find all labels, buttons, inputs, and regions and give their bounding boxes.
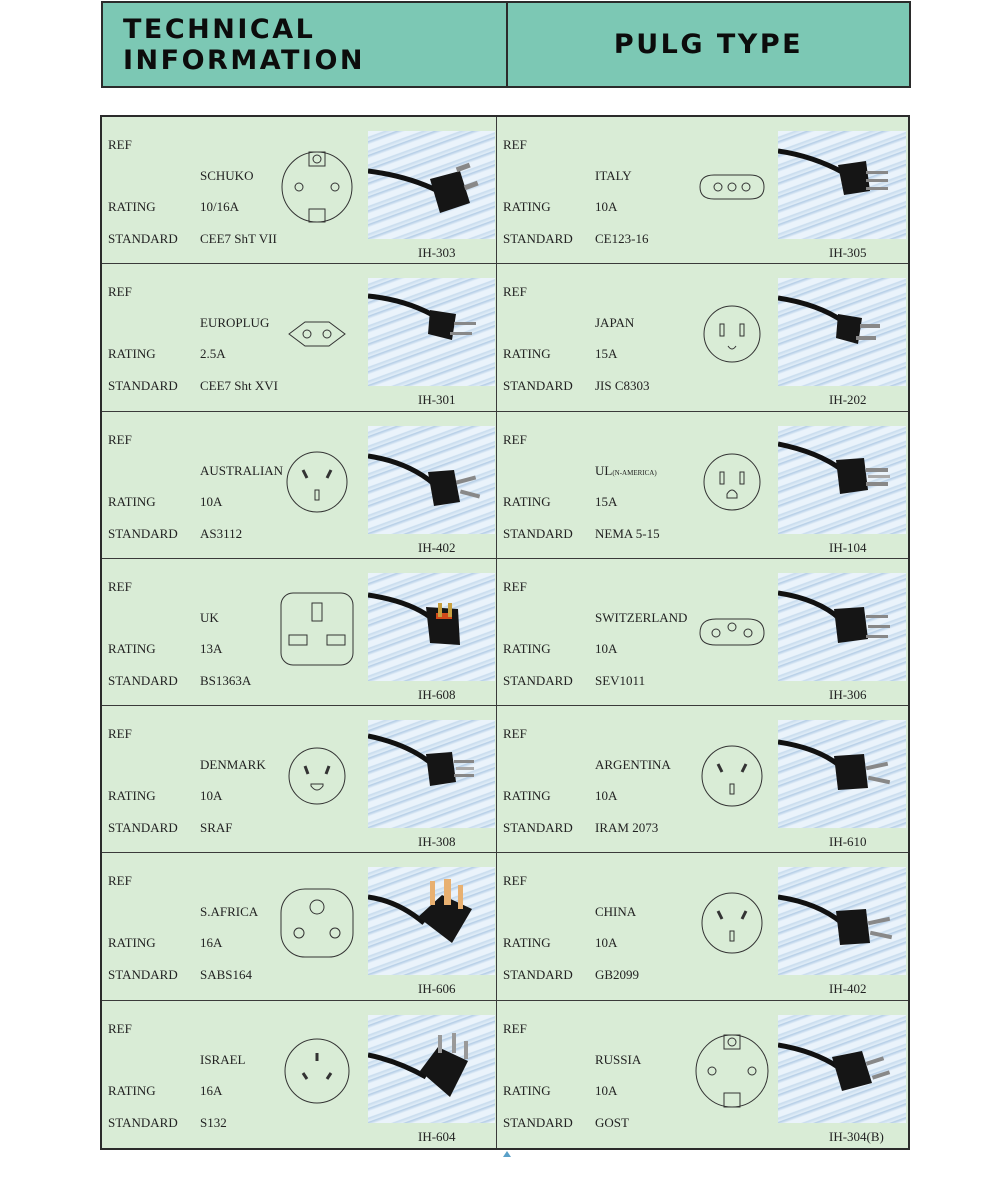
plug-name: ITALY (595, 168, 632, 183)
plug-cell-italy (497, 117, 908, 264)
rating-label: RATING (503, 935, 551, 951)
standard-label: STANDARD (503, 378, 573, 394)
plug-rating: 10A (200, 788, 223, 804)
europlug-plug-image (368, 278, 495, 386)
plug-name: UK (200, 609, 219, 625)
ref-label: REF (108, 578, 132, 594)
japan-socket-icon (692, 294, 772, 374)
plug-code: IH-306 (829, 686, 867, 702)
plug-standard: CEE7 Sht XVI (200, 378, 278, 394)
standard-label: STANDARD (503, 231, 573, 246)
israel-plug-image (368, 1015, 495, 1123)
ref-label: REF (108, 431, 132, 447)
standard-label: STANDARD (108, 231, 178, 246)
swiss-socket-icon (692, 589, 772, 669)
plug-code: IH-308 (418, 834, 456, 850)
standard-label: STANDARD (503, 1114, 573, 1130)
plug-rating: 10A (200, 493, 223, 509)
plug-rating: 10A (595, 199, 618, 214)
schuko-plug-image (368, 131, 495, 239)
plug-cell-ul (497, 412, 908, 559)
swiss-plug-image (778, 573, 906, 681)
china-socket-icon (692, 883, 772, 963)
ref-label: REF (108, 1020, 132, 1036)
ref-label: REF (108, 726, 132, 742)
plug-code: IH-606 (418, 981, 456, 997)
plug-cell-schuko (102, 117, 497, 264)
plug-name (595, 463, 657, 479)
plug-rating: 10A (595, 640, 618, 656)
plug-standard: BS1363A (200, 672, 252, 688)
plug-standard: GOST (595, 1114, 629, 1130)
plug-name: DENMARK (200, 757, 266, 773)
standard-label: STANDARD (108, 525, 178, 541)
rating-label: RATING (108, 1082, 156, 1098)
rating-label: RATING (503, 788, 551, 804)
technical-information-title: TECHNICAL INFORMATION (103, 3, 508, 86)
rating-label: RATING (108, 493, 156, 509)
plug-cell-uk (102, 559, 497, 706)
plug-type-title: PULG TYPE (613, 29, 804, 60)
plug-rating: 15A (595, 493, 618, 509)
plug-standard: CE123-16 (595, 231, 649, 246)
plug-rating: 10A (595, 1082, 618, 1098)
plug-cell-argentina (497, 706, 908, 853)
page-marker (503, 1151, 511, 1157)
denmark-socket-icon (277, 736, 357, 816)
ref-label: REF (108, 137, 132, 152)
ref-label: REF (503, 726, 527, 742)
rating-label: RATING (503, 640, 551, 656)
plug-cell-denmark (102, 706, 497, 853)
plug-rating: 16A (200, 935, 223, 951)
plug-rating: 13A (200, 640, 223, 656)
plug-cell-safrica (102, 853, 497, 1000)
plug-name: CHINA (595, 904, 637, 920)
plug-name: JAPAN (595, 315, 635, 331)
russia-socket-icon (692, 1031, 772, 1111)
plug-standard: SABS164 (200, 967, 253, 983)
plug-name-sub: (N-AMERICA) (612, 468, 657, 477)
plug-rating: 10/16A (200, 199, 239, 214)
standard-label: STANDARD (503, 967, 573, 983)
italy-plug-image (778, 131, 906, 239)
plug-name: SWITZERLAND (595, 609, 688, 625)
rating-label: RATING (503, 493, 551, 509)
rating-label: RATING (108, 346, 156, 362)
plug-rating: 15A (595, 346, 618, 362)
ref-label: REF (503, 431, 527, 447)
standard-label: STANDARD (503, 525, 573, 541)
header-banner (101, 1, 911, 88)
ref-label: REF (503, 284, 527, 300)
rating-label: RATING (108, 640, 156, 656)
plug-code: IH-304(B) (829, 1128, 884, 1144)
plug-standard: SEV1011 (595, 672, 646, 688)
plug-code: IH-104 (829, 539, 867, 555)
plug-standard: IRAM 2073 (595, 820, 659, 836)
plug-name: ISRAEL (200, 1051, 246, 1067)
israel-socket-icon (277, 1031, 357, 1111)
rating-label: RATING (503, 199, 551, 214)
plug-name: EUROPLUG (200, 315, 270, 331)
standard-label: STANDARD (108, 672, 178, 688)
plug-cell-china (497, 853, 908, 1000)
plug-code: IH-608 (418, 686, 456, 702)
standard-label: STANDARD (503, 820, 573, 836)
ref-label: REF (108, 284, 132, 300)
ref-label: REF (503, 1020, 527, 1036)
plug-standard: NEMA 5-15 (595, 525, 660, 541)
argentina-socket-icon (692, 736, 772, 816)
standard-label: STANDARD (108, 378, 178, 394)
plug-standard: JIS C8303 (595, 378, 650, 394)
plug-code: IH-610 (829, 834, 867, 850)
nema-plug-image (778, 426, 906, 534)
plug-name: SCHUKO (200, 168, 254, 183)
plug-cell-switzerland (497, 559, 908, 706)
plug-code: IH-604 (418, 1128, 456, 1144)
ref-label: REF (108, 873, 132, 889)
rating-label: RATING (108, 935, 156, 951)
plug-code: IH-402 (418, 539, 456, 555)
rating-label: RATING (503, 1082, 551, 1098)
japan-plug-image (778, 278, 906, 386)
plug-name: S.AFRICA (200, 904, 259, 920)
denmark-plug-image (368, 720, 495, 828)
plug-name-main: UL (595, 462, 613, 478)
uk-plug-image (368, 573, 495, 681)
standard-label: STANDARD (108, 967, 178, 983)
plug-rating: 10A (595, 788, 618, 804)
safrica-plug-image (368, 867, 495, 975)
plug-standard: AS3112 (200, 525, 243, 541)
plug-code: IH-301 (418, 392, 456, 408)
standard-label: STANDARD (108, 1114, 178, 1130)
plug-standard: GB2099 (595, 967, 640, 983)
standard-label: STANDARD (108, 820, 178, 836)
plug-code: IH-402 (829, 981, 867, 997)
plug-standard: S132 (200, 1114, 227, 1130)
safrica-socket-icon (277, 883, 357, 963)
argentina-plug-image (778, 720, 906, 828)
rating-label: RATING (108, 788, 156, 804)
rating-label: RATING (108, 199, 156, 214)
rating-label: RATING (503, 346, 551, 362)
standard-label: STANDARD (503, 672, 573, 688)
ref-label: REF (503, 873, 527, 889)
plug-cell-australian (102, 412, 497, 559)
plug-cell-israel (102, 1001, 497, 1148)
plug-name: RUSSIA (595, 1051, 642, 1067)
schuko-socket-icon (277, 147, 357, 227)
plug-rating: 10A (595, 935, 618, 951)
australian-socket-icon (277, 442, 357, 522)
plug-cell-europlug (102, 264, 497, 411)
plug-name: AUSTRALIAN (200, 462, 284, 478)
nema-socket-icon (692, 442, 772, 522)
uk-socket-icon (277, 589, 357, 669)
plug-rating: 16A (200, 1082, 223, 1098)
plug-code: IH-305 (829, 245, 867, 260)
plug-standard: CEE7 ShT VII (200, 231, 277, 246)
australian-plug-image (368, 426, 495, 534)
china-plug-image (778, 867, 906, 975)
italy-socket-icon (692, 147, 772, 227)
europlug-socket-icon (277, 294, 357, 374)
plug-code: IH-202 (829, 392, 867, 408)
plug-standard: SRAF (200, 820, 233, 836)
plug-code: IH-303 (418, 245, 456, 260)
plug-name: ARGENTINA (595, 757, 671, 773)
plug-grid (100, 115, 910, 1150)
ref-label: REF (503, 137, 527, 152)
ref-label: REF (503, 578, 527, 594)
plug-rating: 2.5A (200, 346, 226, 362)
plug-cell-japan (497, 264, 908, 411)
plug-cell-russia (497, 1001, 908, 1148)
russia-plug-image (778, 1015, 906, 1123)
